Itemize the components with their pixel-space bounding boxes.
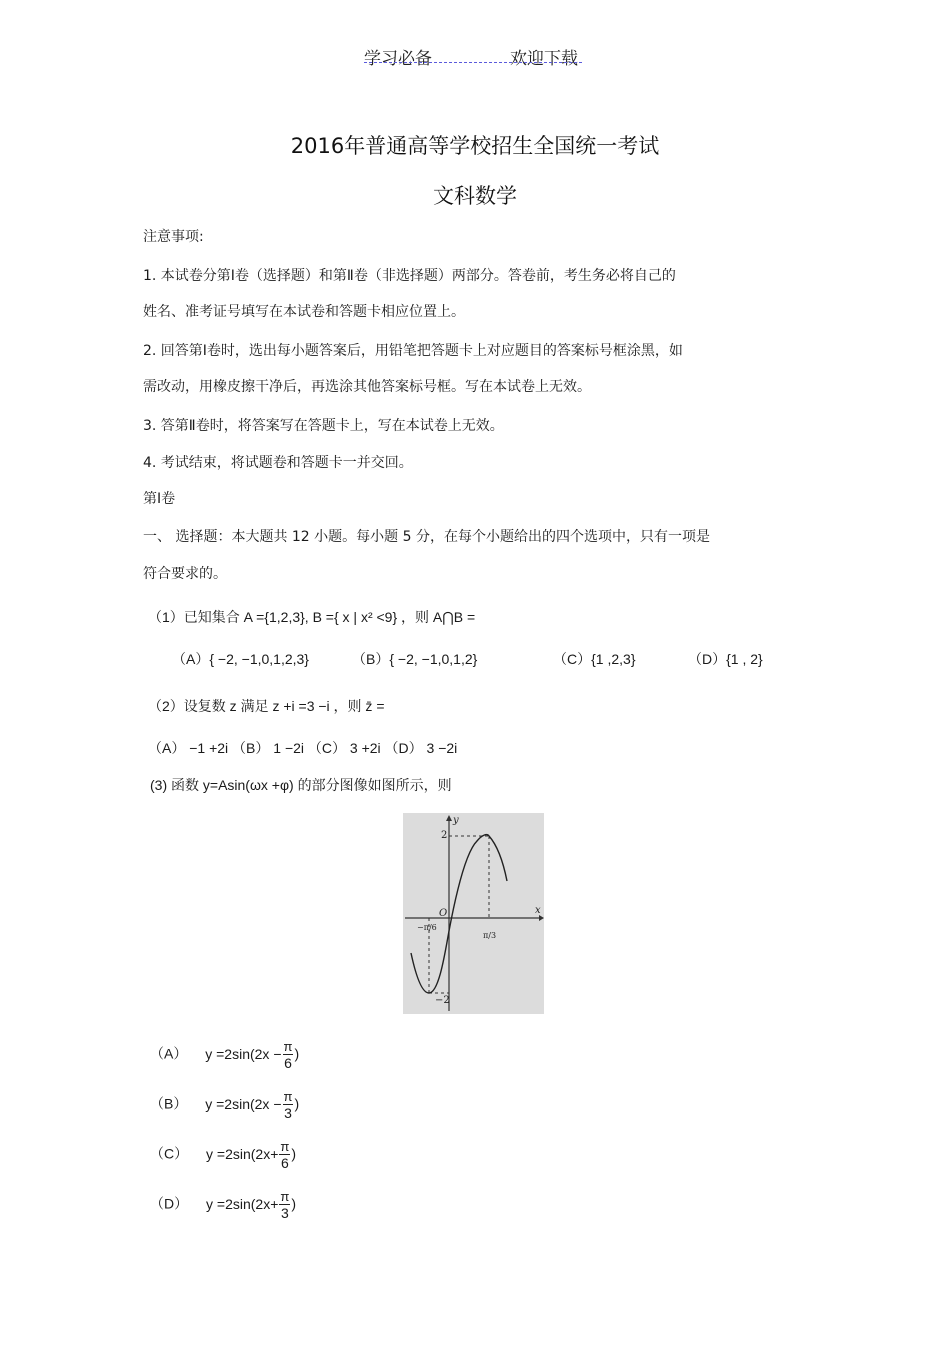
part-heading: 第Ⅰ卷 xyxy=(143,491,176,507)
header-right: 欢迎下载 xyxy=(510,49,578,69)
q3-option-a xyxy=(150,1040,299,1070)
frac-den: 6 xyxy=(284,1055,292,1071)
option-expr: y =2sin(2x − xyxy=(205,1045,282,1062)
section-intro-cont: 符合要求的。 xyxy=(143,566,227,582)
question-1: （1）已知集合 A ={1,2,3}, B ={ x | x² <9} ，则 A⋂B = xyxy=(148,609,476,625)
notice-line: 需改动，用橡皮擦干净后，再选涂其他答案标号框。写在本试卷上无效。 xyxy=(143,379,591,395)
frac-num: π xyxy=(280,1189,290,1204)
x-axis-label: x xyxy=(535,905,541,916)
q1-option-b: （B）{ −2, −1,0,1,2} xyxy=(352,651,478,667)
frac-num: π xyxy=(283,1089,293,1104)
frac-den: 3 xyxy=(284,1105,292,1121)
notice-line: 4. 考试结束，将试题卷和答题卡一并交回。 xyxy=(143,455,413,471)
question-3: (3) 函数 y=Asin(ωx +φ) 的部分图像如图所示，则 xyxy=(150,777,452,793)
min-label: −2 xyxy=(435,995,450,1006)
frac-num: π xyxy=(283,1039,293,1054)
option-close: ) xyxy=(294,1095,300,1112)
y-axis-arrow xyxy=(446,815,452,821)
question-2: （2）设复数 z 满足 z +i =3 −i ，则 z̄ = xyxy=(148,698,385,714)
q3-option-d xyxy=(150,1190,296,1220)
notice-line: 2. 回答第Ⅰ卷时，选出每小题答案后，用铅笔把答题卡上对应题目的答案标号框涂黑，如 xyxy=(143,343,683,359)
notice-line: 姓名、准考证号填写在本试卷和答题卡相应位置上。 xyxy=(143,304,465,320)
option-label: （D） xyxy=(150,1195,189,1212)
notice-line: 1. 本试卷分第Ⅰ卷（选择题）和第Ⅱ卷（非选择题）两部分。答卷前，考生务必将自己的 xyxy=(143,268,676,284)
q2-options: （A） −1 +2i （B） 1 −2i （C） 3 +2i （D） 3 −2i xyxy=(148,740,458,756)
q1-option-c: （C）{1 ,2,3} xyxy=(553,651,636,667)
header-left: 学习必备 xyxy=(364,49,432,69)
frac-den: 3 xyxy=(280,1205,289,1221)
option-expr: y =2sin(2x − xyxy=(205,1095,282,1112)
option-expr: y =2sin(2x+ xyxy=(206,1145,279,1162)
q3-option-c xyxy=(150,1140,296,1170)
notice-heading: 注意事项: xyxy=(143,229,204,245)
option-close: ) xyxy=(291,1195,297,1212)
q3-option-b xyxy=(150,1090,299,1120)
sine-graph-svg xyxy=(403,813,544,1014)
option-label: （B） xyxy=(150,1095,188,1112)
option-label: （C） xyxy=(150,1145,189,1162)
left-tick-label: −π/6 xyxy=(417,923,437,932)
frac-den: 6 xyxy=(280,1155,289,1171)
exam-subtitle: 文科数学 xyxy=(433,184,517,208)
origin-label: O xyxy=(439,908,448,919)
sine-curve xyxy=(411,835,507,993)
option-expr: y =2sin(2x+ xyxy=(206,1195,279,1212)
option-label: （A） xyxy=(150,1045,188,1062)
max-label: 2 xyxy=(441,830,448,841)
header-divider xyxy=(364,62,582,63)
notice-line: 3. 答第Ⅱ卷时，将答案写在答题卡上，写在本试卷上无效。 xyxy=(143,418,504,434)
frac-num: π xyxy=(280,1139,290,1154)
q1-option-d: （D）{1 , 2} xyxy=(688,651,763,667)
exam-title: 2016年普通高等学校招生全国统一考试 xyxy=(290,134,660,158)
right-tick-label: π/3 xyxy=(483,931,497,940)
y-axis-label: y xyxy=(453,815,459,826)
sine-graph xyxy=(403,813,544,1014)
q1-option-a: （A）{ −2, −1,0,1,2,3} xyxy=(172,651,309,667)
option-close: ) xyxy=(294,1045,300,1062)
option-close: ) xyxy=(291,1145,297,1162)
section-intro: 一、 选择题：本大题共 12 小题。每小题 5 分，在每个小题给出的四个选项中，只有一项是 xyxy=(143,529,710,545)
